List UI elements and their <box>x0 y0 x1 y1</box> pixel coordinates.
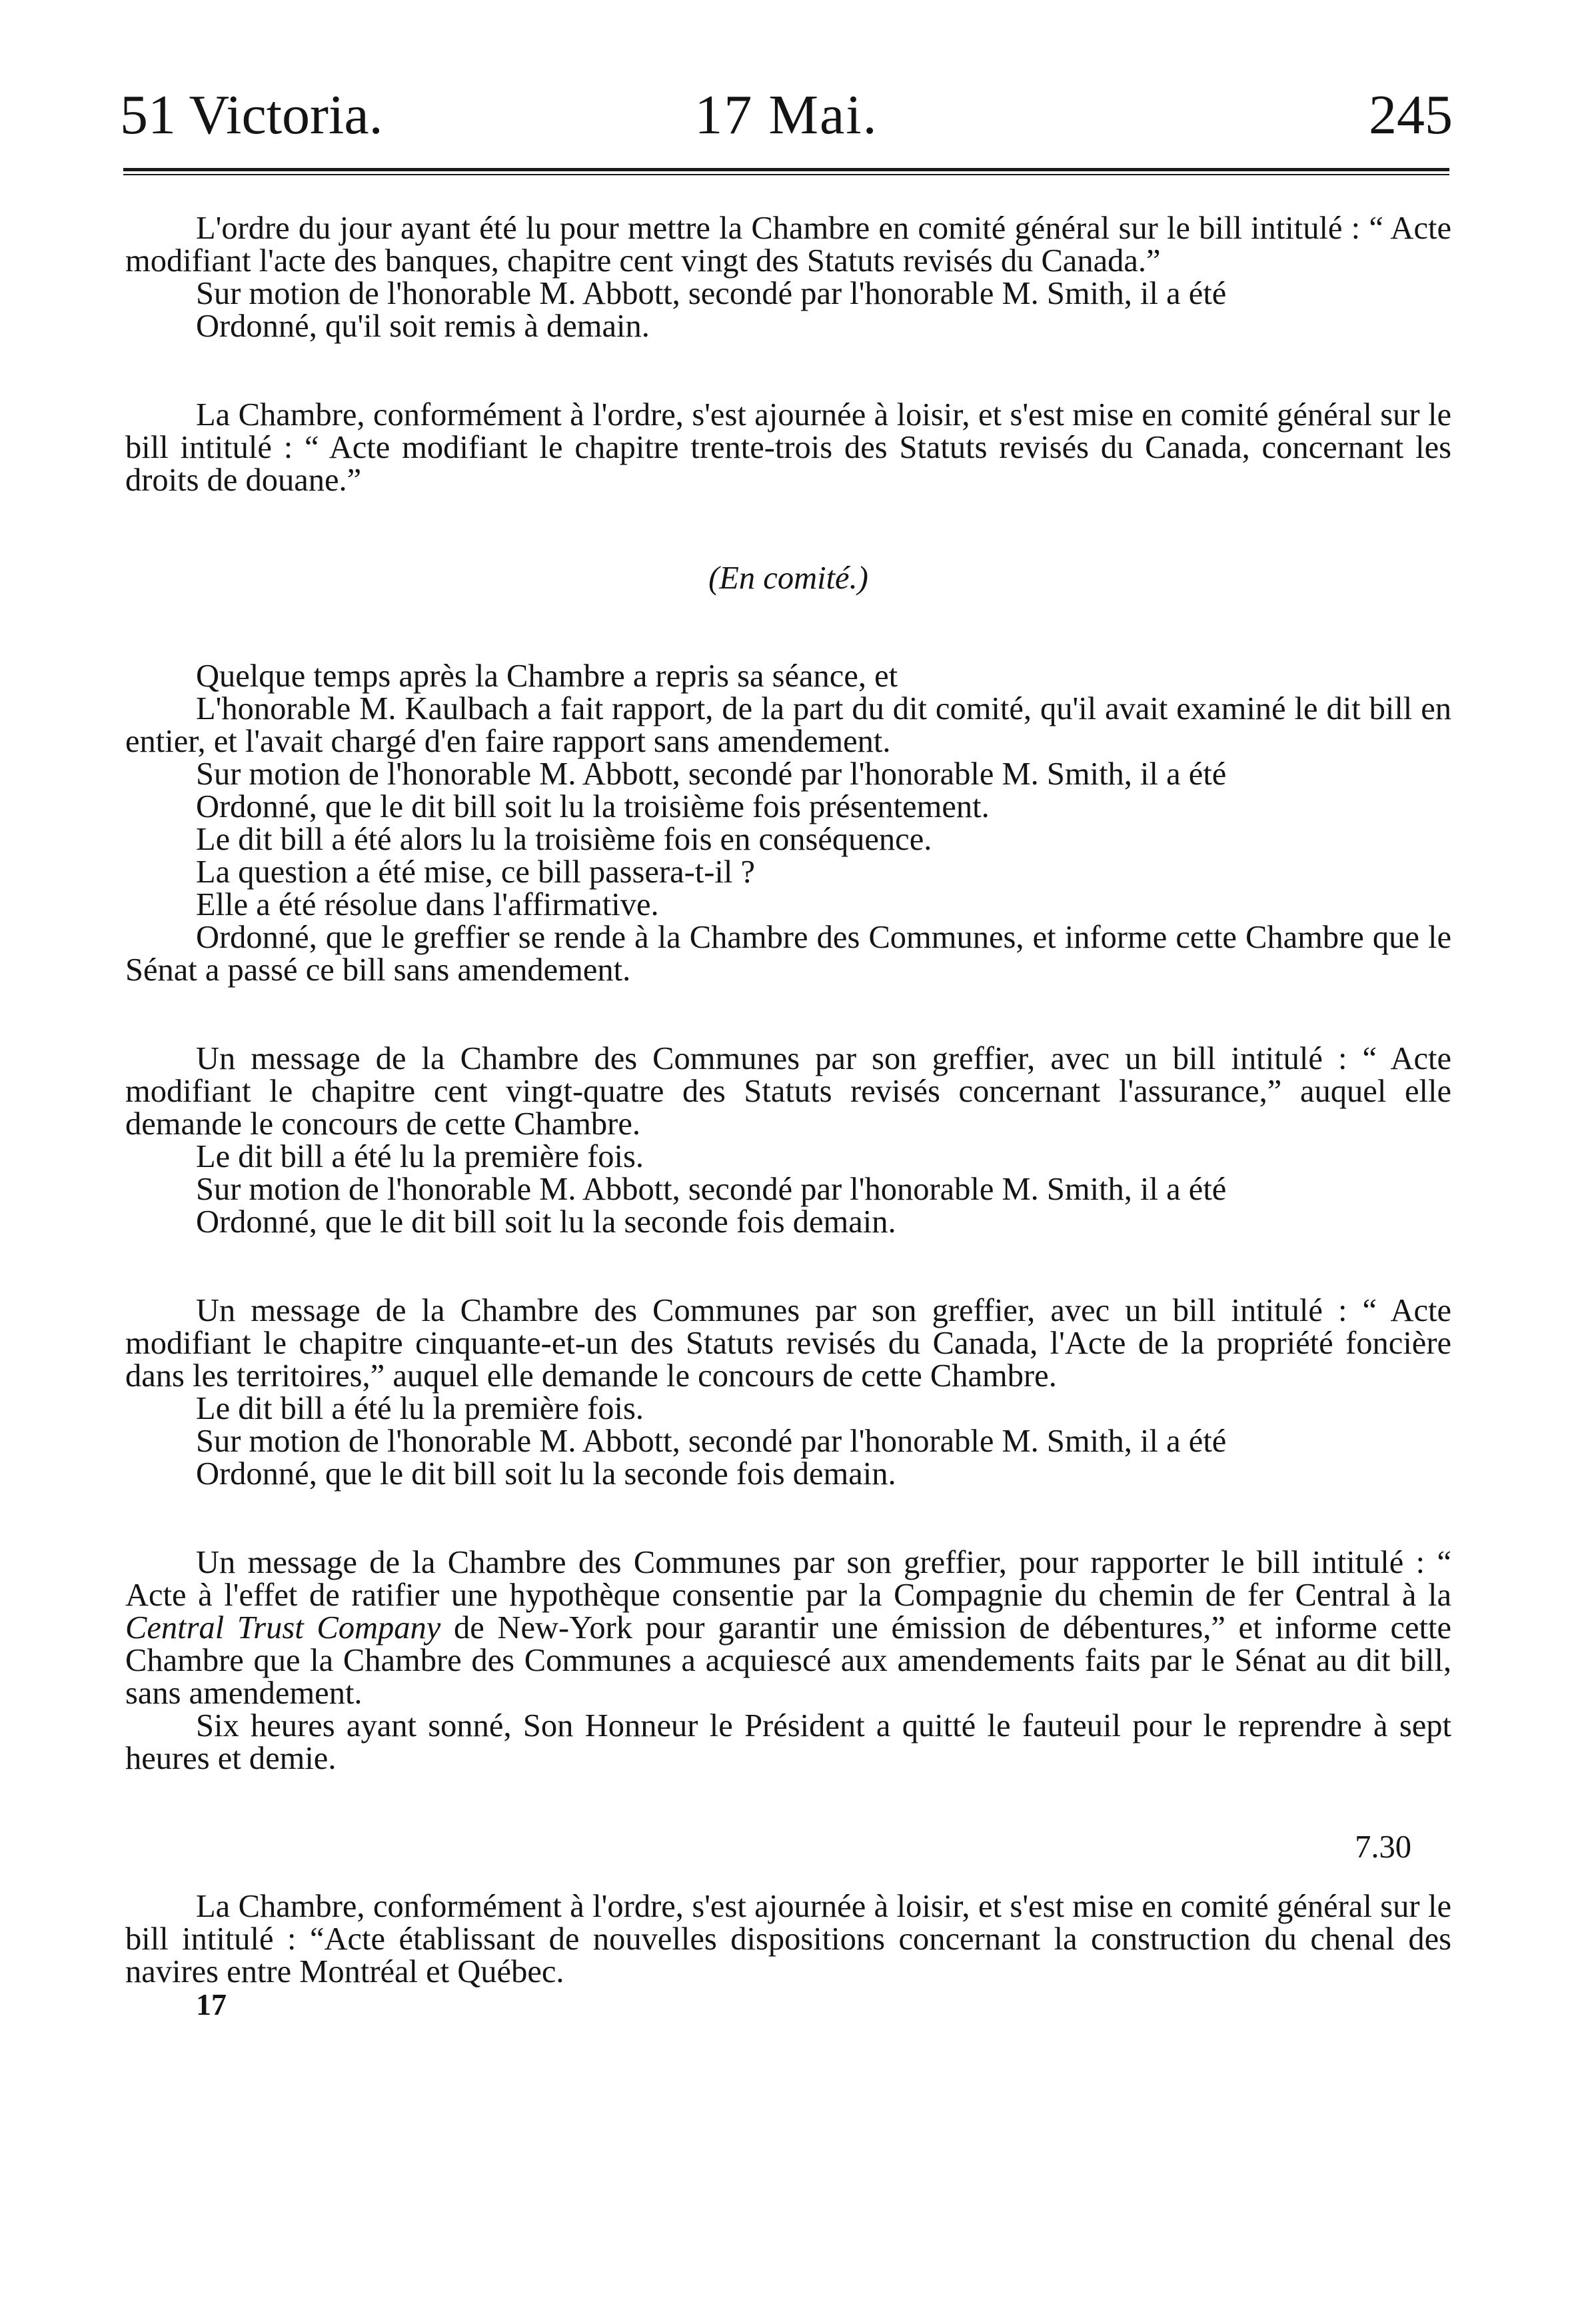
signature-mark: 17 <box>196 1987 227 2021</box>
spacer <box>125 986 1451 1042</box>
paragraph-message-hypotheque <box>125 1546 1451 1710</box>
paragraph-resumed: Quelque temps après la Chambre a repris sa séance, et <box>196 658 898 694</box>
page-number: 245 <box>1369 84 1453 146</box>
paragraph-first-reading: Le dit bill a été lu la première fois. <box>196 1391 644 1426</box>
header-rule-thick <box>123 168 1449 171</box>
spacer <box>125 1863 1451 1890</box>
paragraph-affirmative: Elle a été résolue dans l'affirmative. <box>196 887 659 922</box>
header-rule <box>123 168 1449 176</box>
header-session: 51 Victoria. <box>120 84 383 146</box>
spacer <box>125 594 1451 660</box>
spacer <box>125 1490 1451 1546</box>
paragraph-motion: Sur motion de l'honorable M. Abbott, secondé par l'honorable M. Smith, il a été <box>196 756 1227 792</box>
header-date: 17 Mai. <box>694 84 878 146</box>
time-marker: 7.30 <box>1355 1829 1411 1865</box>
text-run: de New-York pour garantir une émission de débentures,” et informe cette Chambre que la Chambre des Communes a acquiescé aux amendements faits par le Sénat au dit bill, sans amendement. <box>125 1610 1451 1711</box>
paragraph-ordered: Ordonné, qu'il soit remis à demain. <box>196 309 650 344</box>
paragraph-order-of-day: L'ordre du jour ayant été lu pour mettre la Chambre en comité général sur le bill intitulé : “ Acte modifiant l'acte des banques, chapitre cent vingt des Statuts revisés du Canada.” <box>125 211 1451 279</box>
section-heading-en-comite: (En comité.) <box>708 561 868 596</box>
header-rule-thin <box>123 174 1449 175</box>
text-run: Un message de la Chambre des Communes par son greffier, pour rapporter le bill intitulé : “ Acte à l'effet de ratifier une hypothèque consentie par la Compagnie du chemin de fer Central à la <box>125 1545 1451 1613</box>
document-body <box>125 212 1451 2021</box>
paragraph-first-reading: Le dit bill a été lu la première fois. <box>196 1139 644 1174</box>
paragraph-question: La question a été mise, ce bill passera-t-il ? <box>196 854 755 890</box>
company-name: Central Trust Company <box>125 1610 441 1646</box>
paragraph-motion: Sur motion de l'honorable M. Abbott, secondé par l'honorable M. Smith, il a été <box>196 1424 1227 1459</box>
spacer <box>125 1775 1451 1831</box>
paragraph-message-territoires: Un message de la Chambre des Communes par son greffier, avec un bill intitulé : “ Acte modifiant le chapitre cinquante-et-un des Statuts revisés du Canada, l'Acte de la propriété foncière dans les territoires,” auquel elle demande le concours de cette Chambre. <box>125 1293 1451 1394</box>
spacer <box>125 497 1451 562</box>
spacer <box>125 1238 1451 1294</box>
paragraph-report: L'honorable M. Kaulbach a fait rapport, de la part du dit comité, qu'il avait examiné le dit bill en entier, et l'avait chargé d'en faire rapport sans amendement. <box>125 691 1451 759</box>
paragraph-third-reading: Le dit bill a été alors lu la troisième fois en conséquence. <box>196 822 932 857</box>
paragraph-committee: La Chambre, conformément à l'ordre, s'est ajournée à loisir, et s'est mise en comité général sur le bill intitulé : “ Acte modifiant le chapitre trente-trois des Statuts revisés du Canada, concernant les droits de douane.” <box>125 397 1451 498</box>
paragraph-chenal: La Chambre, conformément à l'ordre, s'est ajournée à loisir, et s'est mise en comité général sur le bill intitulé : “Acte établissant de nouvelles dispositions concernant la construction du chenal des navires entre Montréal et Québec. <box>125 1889 1451 1989</box>
spacer <box>125 343 1451 399</box>
running-header <box>120 79 1453 152</box>
paragraph-ordered: Ordonné, que le dit bill soit lu la troisième fois présentement. <box>196 789 990 824</box>
paragraph-motion: Sur motion de l'honorable M. Abbott, secondé par l'honorable M. Smith, il a été <box>196 276 1227 311</box>
paragraph-recess: Six heures ayant sonné, Son Honneur le Président a quitté le fauteuil pour le reprendre à sept heures et demie. <box>125 1708 1451 1776</box>
paragraph-ordered: Ordonné, que le dit bill soit lu la seconde fois demain. <box>196 1204 896 1240</box>
paragraph-ordered-clerk: Ordonné, que le greffier se rende à la Chambre des Communes, et informe cette Chambre que le Sénat a passé ce bill sans amendement. <box>125 920 1451 988</box>
paragraph-ordered: Ordonné, que le dit bill soit lu la seconde fois demain. <box>196 1456 896 1492</box>
paragraph-motion: Sur motion de l'honorable M. Abbott, secondé par l'honorable M. Smith, il a été <box>196 1172 1227 1207</box>
paragraph-message-assurance: Un message de la Chambre des Communes par son greffier, avec un bill intitulé : “ Acte modifiant le chapitre cent vingt-quatre des Statuts revisés concernant l'assurance,” auquel elle demande le concours de cette Chambre. <box>125 1041 1451 1142</box>
